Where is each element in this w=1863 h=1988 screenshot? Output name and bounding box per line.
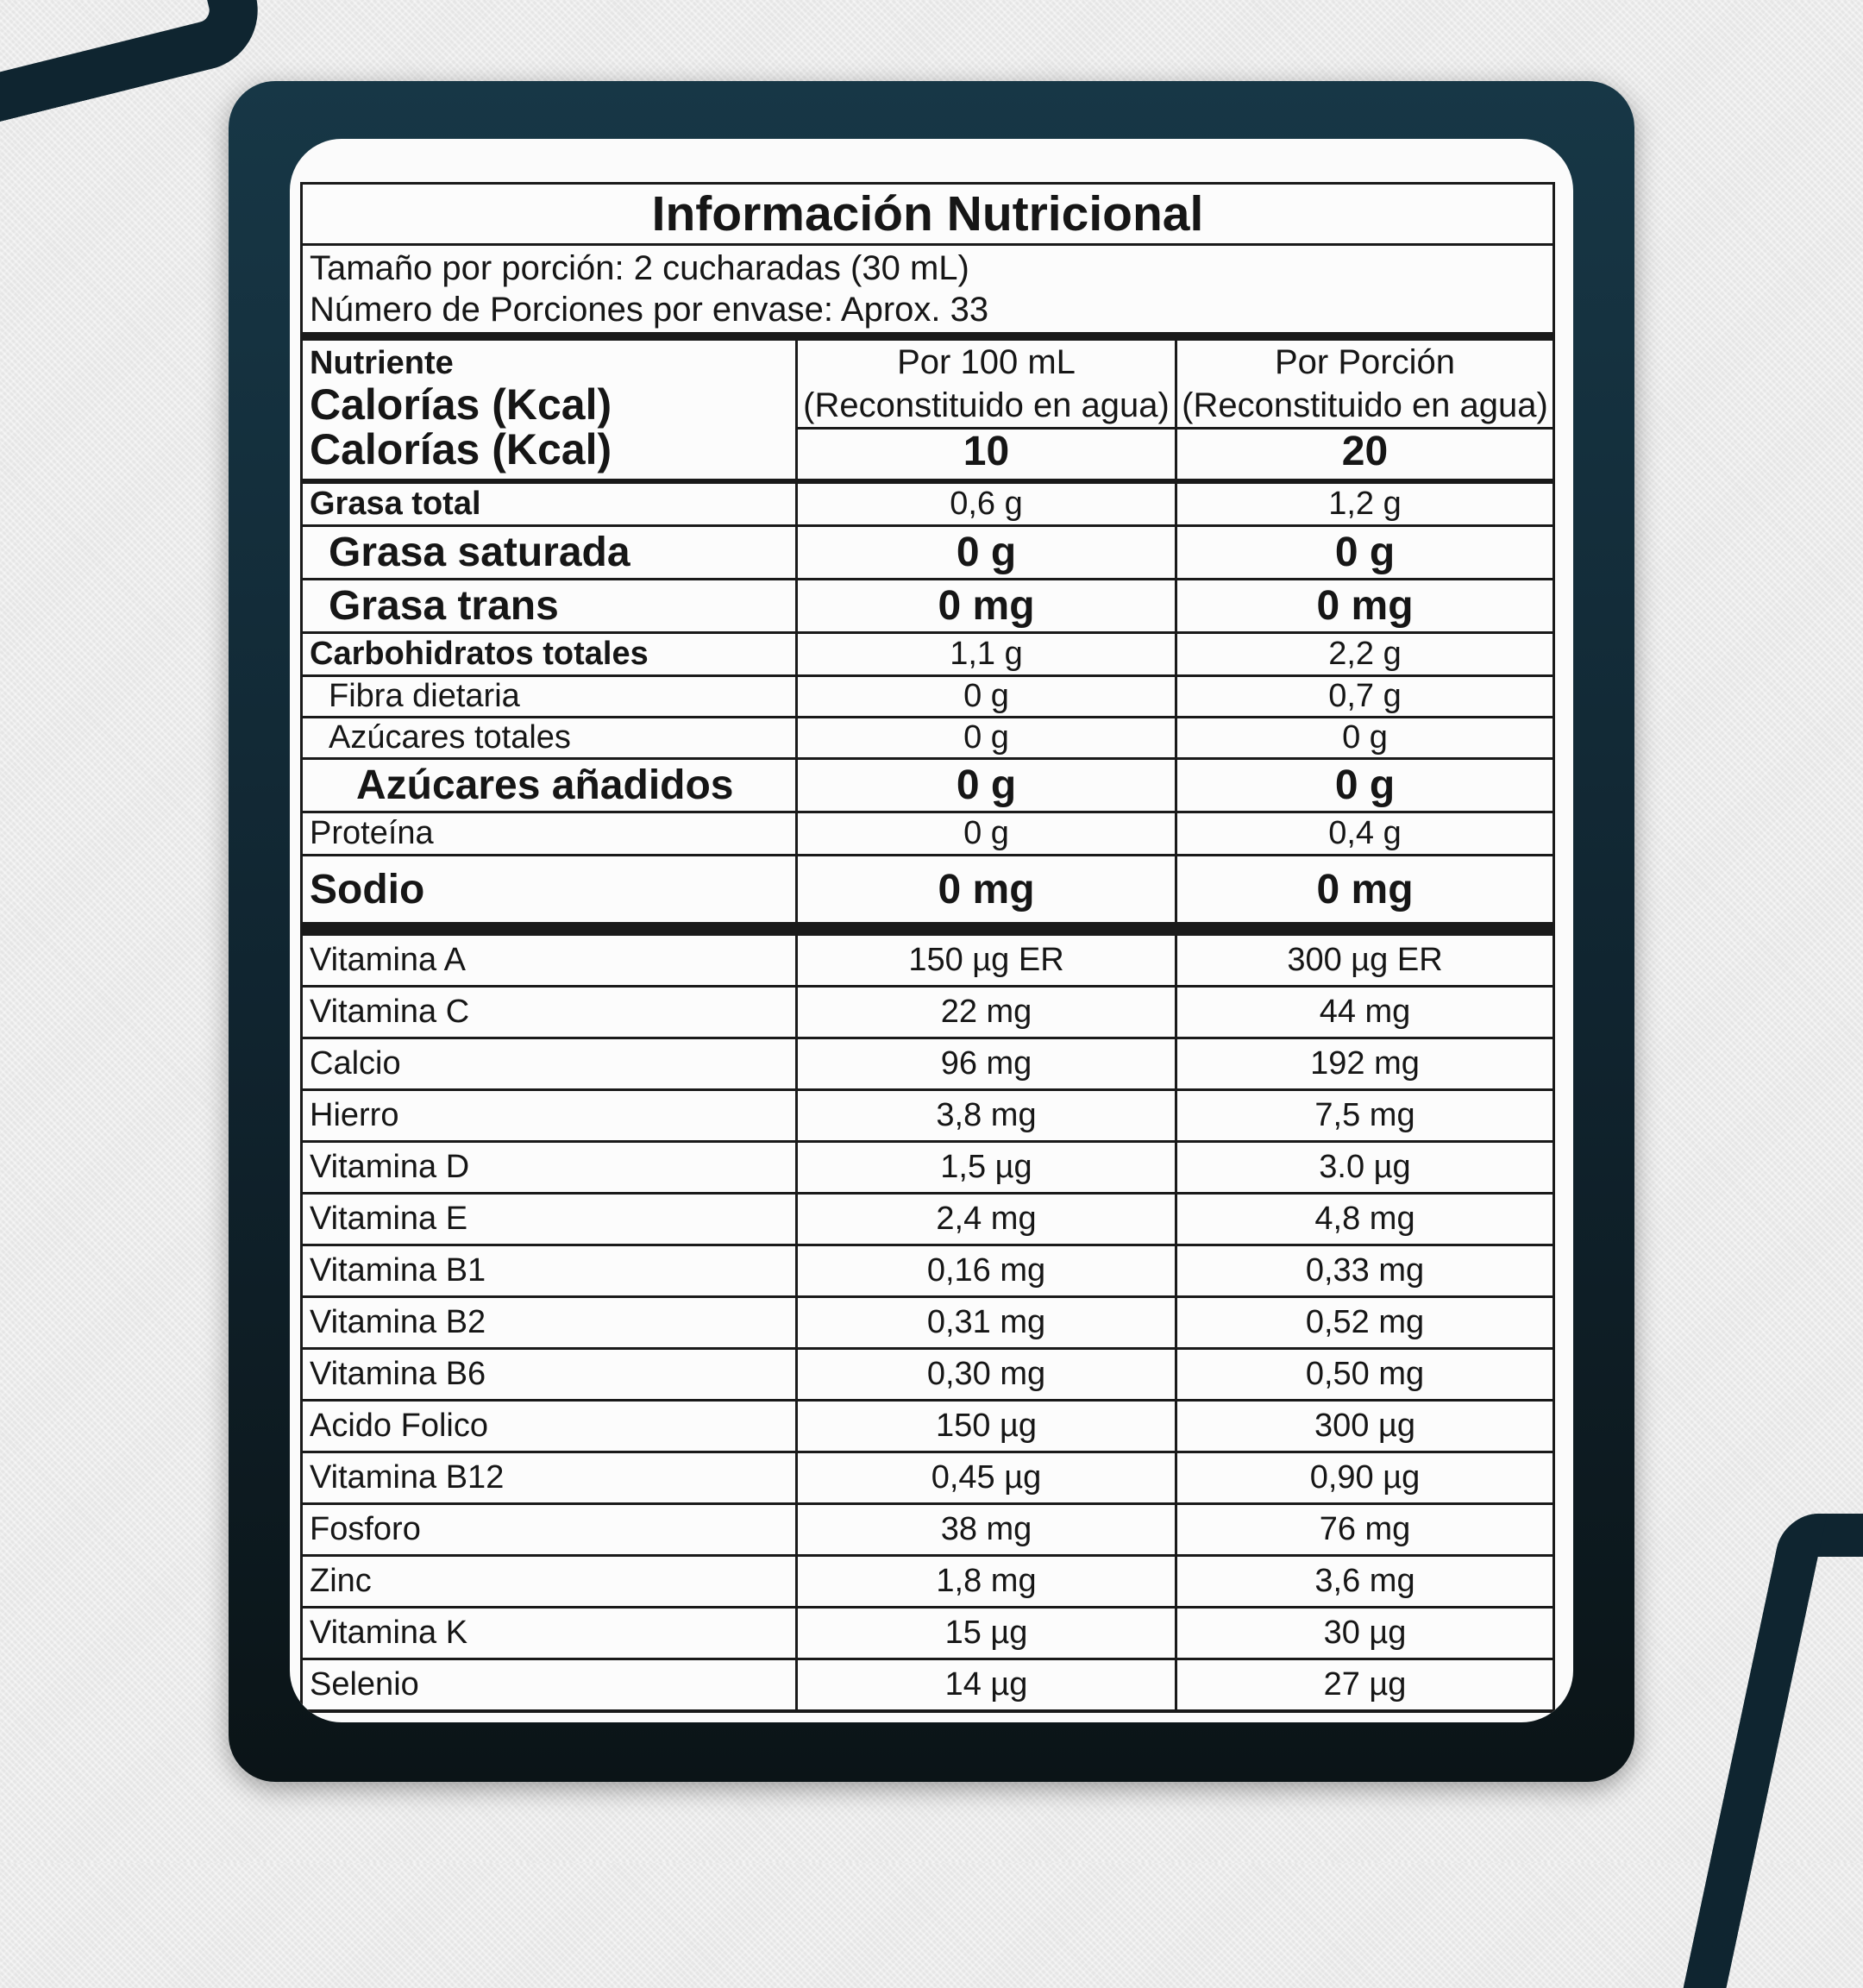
table-row: [303, 1298, 1552, 1350]
calories-header: Calorías (Kcal): [310, 380, 612, 429]
nutrient-name: Carbohidratos totales: [303, 634, 798, 674]
nutrient-name: Grasa trans: [303, 580, 798, 631]
nutrient-name: Azúcares totales: [303, 718, 798, 757]
perserving-value: 300 µg: [1314, 1408, 1415, 1444]
table-row: [303, 484, 1552, 527]
per100-value: 1,8 mg: [798, 1557, 1177, 1606]
table-row: [303, 1402, 1552, 1453]
table-row: [303, 1557, 1552, 1609]
nutrient-name: Fosforo: [303, 1505, 798, 1554]
per100-value: 14 µg: [798, 1660, 1177, 1709]
perserving-value: 7,5 mg: [1314, 1097, 1415, 1133]
nutrient-name: Hierro: [303, 1091, 798, 1140]
perserving-value: 0 g: [1342, 719, 1388, 756]
nutrient-header: Nutriente: [310, 345, 454, 381]
table-row: [303, 813, 1552, 856]
table-row: [303, 1609, 1552, 1660]
perserving-value: 3.0 µg: [1319, 1149, 1411, 1185]
per100-value: 0 g: [798, 813, 1177, 854]
nutrient-name: Vitamina B1: [303, 1246, 798, 1295]
per100-value: 0 g: [798, 718, 1177, 757]
table-row: [303, 677, 1552, 718]
nutrient-name: Acido Folico: [303, 1402, 798, 1451]
table-row: [303, 718, 1552, 760]
per100-value: 0,30 mg: [798, 1350, 1177, 1399]
per100-value: 0 g: [798, 760, 1177, 811]
nutrient-name: Vitamina B12: [303, 1453, 798, 1502]
table-header-row: [303, 341, 1552, 479]
table-row: [303, 1350, 1552, 1402]
nutrition-facts-table: [300, 182, 1555, 1713]
servings-per-container: Número de Porciones por envase: Aprox. 33: [310, 291, 989, 329]
per100-value: 96 mg: [798, 1039, 1177, 1088]
perserving-value: 3,6 mg: [1314, 1563, 1415, 1599]
thick-divider: [303, 922, 1552, 936]
per100-value: 15 µg: [798, 1609, 1177, 1658]
per100-value: 0 mg: [798, 580, 1177, 631]
perserving-value: 27 µg: [1323, 1666, 1407, 1703]
thick-divider: [303, 332, 1552, 341]
label-panel: [290, 139, 1573, 1722]
table-row: [303, 856, 1552, 922]
table-row: [303, 1246, 1552, 1298]
perserving-calories: 20: [1177, 427, 1552, 474]
perserving-value: 0,4 g: [1328, 815, 1402, 851]
per100-value: 150 µg: [798, 1402, 1177, 1451]
nutrient-name: Vitamina B6: [303, 1350, 798, 1399]
nutrient-name: Fibra dietaria: [303, 677, 798, 716]
table-row: [303, 580, 1552, 634]
table-row: [303, 988, 1552, 1039]
per100-value: 1,1 g: [798, 634, 1177, 674]
per100-value: 38 mg: [798, 1505, 1177, 1554]
perserving-title: Por Porción: [1275, 343, 1455, 381]
perserving-value: 0 mg: [1316, 866, 1414, 912]
perserving-value: 0,52 mg: [1305, 1304, 1425, 1340]
per100-title: Por 100 mL: [897, 343, 1076, 381]
nutrient-name: Vitamina A: [303, 936, 798, 985]
table-row: [303, 527, 1552, 580]
per100-value: 0 mg: [798, 856, 1177, 922]
nutrient-name: Vitamina K: [303, 1609, 798, 1658]
per100-value: 0,45 µg: [798, 1453, 1177, 1502]
per100-value: 2,4 mg: [798, 1195, 1177, 1244]
per100-value: 150 µg ER: [798, 936, 1177, 985]
table-row: [303, 1505, 1552, 1557]
perserving-value: 44 mg: [1319, 994, 1411, 1030]
table-row: [303, 1195, 1552, 1246]
perserving-value: 0,7 g: [1328, 678, 1402, 714]
perserving-value: 30 µg: [1323, 1615, 1407, 1651]
table-row: [303, 1039, 1552, 1091]
per100-subtitle: (Reconstituido en agua): [803, 386, 1170, 424]
perserving-value: 0 mg: [1316, 583, 1414, 629]
perserving-value: 4,8 mg: [1314, 1201, 1415, 1237]
perserving-subtitle: (Reconstituido en agua): [1182, 386, 1548, 424]
per100-calories: 10: [798, 427, 1175, 474]
nutrient-name: Grasa total: [303, 484, 798, 524]
nutrient-name: Vitamina B2: [303, 1298, 798, 1347]
header-nutrient-cell: [303, 341, 798, 479]
nutrient-name: Zinc: [303, 1557, 798, 1606]
per100-value: 0,16 mg: [798, 1246, 1177, 1295]
nutrient-name: Proteína: [303, 813, 798, 854]
nutrient-name: Grasa saturada: [303, 527, 798, 578]
vitamins-section: [303, 936, 1552, 1712]
nutrient-name: Azúcares añadidos: [303, 760, 798, 811]
table-row: [303, 936, 1552, 988]
calories-label: Calorías (Kcal): [310, 425, 612, 473]
per100-value: 0 g: [798, 677, 1177, 716]
perserving-value: 2,2 g: [1328, 636, 1402, 672]
perserving-value: 0,33 mg: [1305, 1252, 1425, 1289]
per100-value: 0,31 mg: [798, 1298, 1177, 1347]
serving-size: Tamaño por porción: 2 cucharadas (30 mL): [310, 249, 969, 287]
perserving-value: 192 mg: [1310, 1045, 1420, 1082]
perserving-value: 0,50 mg: [1305, 1356, 1425, 1392]
perserving-value: 0 g: [1334, 530, 1396, 575]
per100-value: 3,8 mg: [798, 1091, 1177, 1140]
nutrient-name: Sodio: [303, 856, 798, 922]
table-row: [303, 1660, 1552, 1712]
nutrient-name: Vitamina D: [303, 1143, 798, 1192]
per100-value: 1,5 µg: [798, 1143, 1177, 1192]
table-row: [303, 1091, 1552, 1143]
perserving-value: 76 mg: [1319, 1511, 1411, 1547]
table-row: [303, 634, 1552, 677]
table-row: [303, 1453, 1552, 1505]
decorative-corner-shape-bottom-right: [1684, 1514, 1863, 1988]
per100-value: 22 mg: [798, 988, 1177, 1037]
perserving-value: 0 g: [1334, 762, 1396, 808]
table-title: Información Nutricional: [303, 185, 1552, 246]
header-perserving-cell: [1177, 341, 1552, 479]
nutrient-name: Calcio: [303, 1039, 798, 1088]
per100-value: 0,6 g: [798, 484, 1177, 524]
table-row: [303, 760, 1552, 813]
nutrient-name: Vitamina C: [303, 988, 798, 1037]
perserving-value: 0,90 µg: [1309, 1459, 1421, 1496]
nutrient-name: Selenio: [303, 1660, 798, 1709]
perserving-value: 300 µg ER: [1287, 942, 1443, 978]
per100-value: 0 g: [798, 527, 1177, 578]
perserving-value: 1,2 g: [1328, 486, 1402, 522]
serving-info: [303, 246, 1552, 332]
header-per100-cell: [798, 341, 1177, 479]
nutrient-name: Vitamina E: [303, 1195, 798, 1244]
table-row: [303, 1143, 1552, 1195]
